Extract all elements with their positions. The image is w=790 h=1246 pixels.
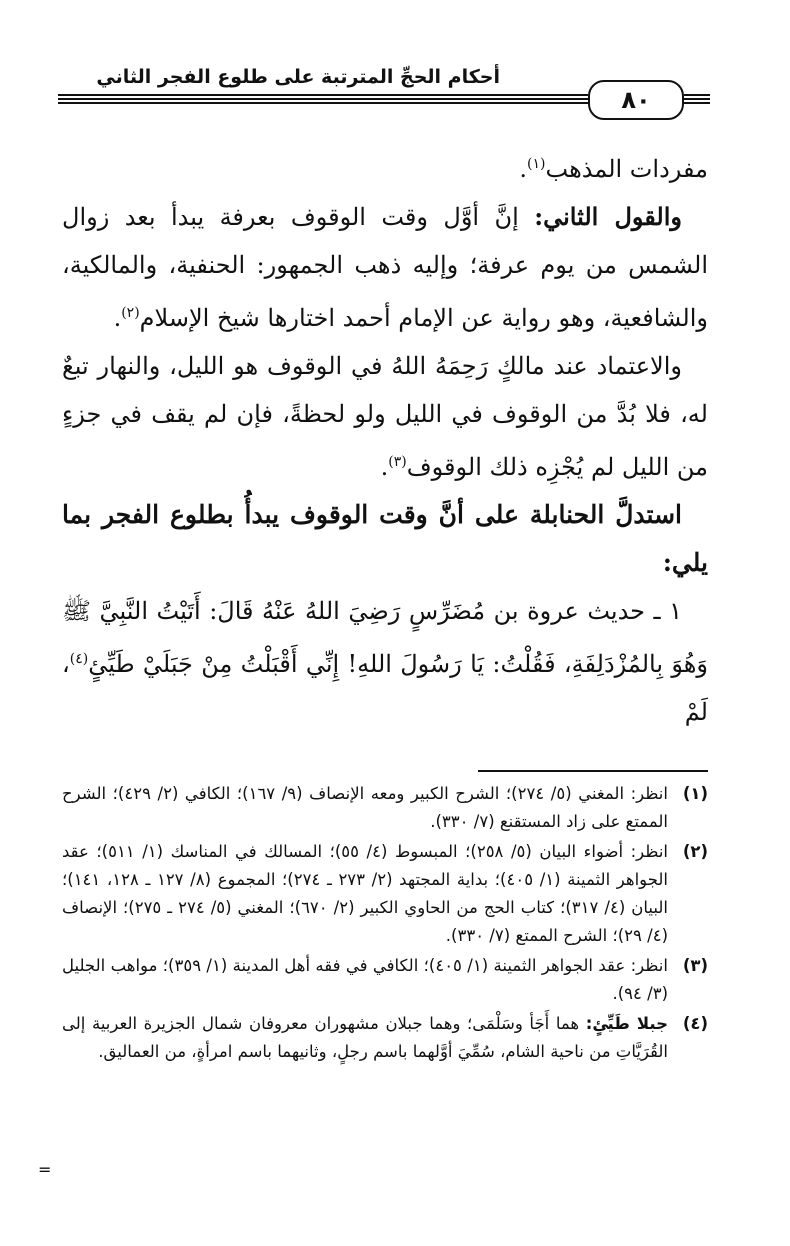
paragraph xyxy=(62,342,708,491)
header-rule xyxy=(58,98,588,100)
footnotes xyxy=(62,780,708,1068)
footnote-ref: (٢) xyxy=(121,305,140,321)
footnote-number: (٣) xyxy=(682,956,708,975)
paragraph-lead: والقول الثاني: xyxy=(534,202,682,231)
paragraph xyxy=(62,193,708,342)
footnote-text xyxy=(62,1010,668,1066)
header-rule xyxy=(58,102,588,104)
footnote-number: (١) xyxy=(682,784,708,803)
footnote xyxy=(62,780,708,836)
main-text xyxy=(62,140,708,736)
footnote-text: انظر: عقد الجواهر الثمينة (١/ ٤٠٥)؛ الكافي في فقه أهل المدينة (١/ ٣٥٩)؛ مواهب الجليل (٣/ ٩٤). xyxy=(62,956,668,1003)
footnote-number: (٤) xyxy=(682,1014,708,1033)
footnote-number: (٢) xyxy=(682,842,708,861)
paragraph-end: . xyxy=(519,155,528,183)
page-number: ٨٠ xyxy=(621,86,651,114)
footnote-ref: (٤) xyxy=(69,651,89,667)
paragraph-text: والاعتماد عند مالكٍ رَحِمَهُ اللهُ في الوقوف هو الليل، والنهار تبعٌ له، فلا بُدَّ من الوقوف في الليل ولو لحظةً، فإن لم يقف في جزءٍ من الليل لم يُجْزِه ذلك الوقوف xyxy=(62,352,708,481)
paragraph-text: مفردات المذهب xyxy=(545,155,708,183)
page-number-box xyxy=(588,80,684,120)
paragraph-end: . xyxy=(380,453,389,481)
footnote-body: هما أَجَأ وسَلْمَى؛ وهما جبلان مشهوران معروفان شمال الجزيرة العربية إلى القُرَيَّاتِ من ناحية الشام، سُمِّيَ أوَّلهما باسم رجلٍ، وثانيهما باسم امرأةٍ، من العماليق. xyxy=(62,1014,668,1061)
footnote xyxy=(62,838,708,950)
paragraph-end: . xyxy=(113,304,122,332)
paragraph xyxy=(62,140,708,193)
footnote-text: انظر: أضواء البيان (٥/ ٢٥٨)؛ المبسوط (٤/ ٥٥)؛ المسالك في المناسك (١/ ٥١١)؛ عقد الجواهر الثمينة (١/ ٤٠٥)؛ بداية المجتهد (٢/ ٢٧٣ ـ ٢٧٤)؛ المجموع (٨/ ١٢٧ ـ ١٢٨، ١٤١)؛ البيان (٤/ ٣١٧)؛ كتاب الحج من الحاوي الكبير (٢/ ٦٧٠)؛ المغني (٥/ ٢٧٤ ـ ٢٧٥)؛ الإنصاف (٤/ ٢٩)؛ الشرح الممتع (٧/ ٣٣٠). xyxy=(62,842,669,945)
footnote-separator xyxy=(478,770,708,772)
edge-mark: = xyxy=(38,1160,52,1179)
section-heading xyxy=(62,491,708,587)
footnote-lead: جبلا طَيِّئٍ: xyxy=(585,1014,668,1033)
footnote xyxy=(62,1010,708,1066)
page-header xyxy=(58,58,710,124)
footnote-text: انظر: المغني (٥/ ٢٧٤)؛ الشرح الكبير ومعه الإنصاف (٩/ ١٦٧)؛ الكافي (٢/ ٤٢٩)؛ الشرح الممتع على زاد المستقنع (٧/ ٣٣٠). xyxy=(62,784,668,831)
paragraph-text: إنَّ أوَّل وقت الوقوف بعرفة يبدأ بعد زوال الشمس من يوم عرفة؛ وإليه ذهب الجمهور: الحنفية، والمالكية، والشافعية، وهو رواية عن الإمام أحمد اختارها شيخ الإسلام xyxy=(62,203,708,332)
header-rule xyxy=(58,94,588,96)
footnote-ref: (٣) xyxy=(388,454,407,470)
header-rule-right xyxy=(684,98,710,100)
footnote-ref: (١) xyxy=(527,156,546,172)
heading-text: استدلَّ الحنابلة على أنَّ وقت الوقوف يبدأُ بطلوع الفجر بما يلي: xyxy=(62,500,708,577)
paragraph-end: ، لَمْ xyxy=(62,650,708,726)
header-rule-right xyxy=(684,94,710,96)
paragraph xyxy=(62,587,708,736)
footnote xyxy=(62,952,708,1008)
header-rule-right xyxy=(684,102,710,104)
paragraph-text: ١ ـ حديث عروة بن مُضَرِّسٍ رَضِيَ اللهُ عَنْهُ قَالَ: أَتَيْتُ النَّبِيَّ ﷺ وَهُوَ بِالمُزْدَلِفَةِ، فَقُلْتُ: يَا رَسُولَ اللهِ! إِنِّي أَقْبَلْتُ مِنْ جَبَلَيْ طَيِّئٍ xyxy=(62,597,708,678)
running-title: أحكام الحجِّ المترتبة على طلوع الفجر الثاني xyxy=(96,66,500,88)
